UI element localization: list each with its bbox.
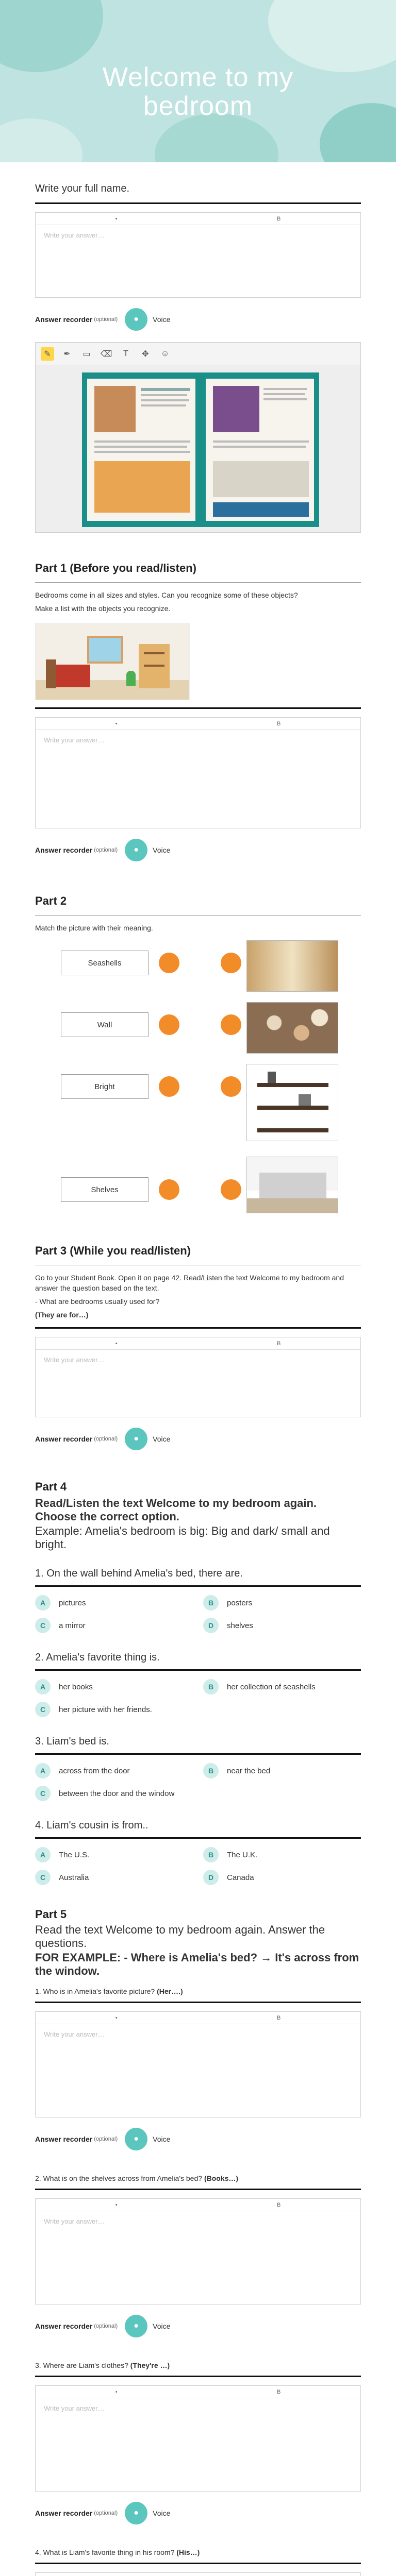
match-word[interactable]: Wall <box>61 1012 148 1037</box>
divider <box>35 582 361 583</box>
part5-q3-answer-box[interactable] <box>35 2385 361 2492</box>
answer-recorder: Answer recorder (optional) ● Voice <box>35 1428 361 1450</box>
microphone-icon[interactable]: ● <box>125 839 147 861</box>
part2-instruction: Match the picture with their meaning. <box>35 924 153 932</box>
microphone-icon[interactable]: ● <box>125 308 147 331</box>
part1-answer-box[interactable] <box>35 717 361 828</box>
choice-option[interactable]: A her books <box>35 1679 193 1694</box>
answer-input[interactable]: Write your answer… <box>44 231 105 239</box>
matching-exercise <box>35 940 361 1244</box>
divider <box>35 2563 361 2564</box>
answer-toolbar <box>36 2386 360 2398</box>
choice-option[interactable]: A pictures <box>35 1595 193 1611</box>
choice-option[interactable]: D shelves <box>203 1618 361 1633</box>
bullet-list-icon[interactable]: • <box>115 1340 118 1347</box>
part4-q4-options <box>35 1847 361 1885</box>
part1-heading: Part 1 (Before you read/listen) <box>35 562 196 574</box>
answer-recorder: Answer recorder (optional) ● Voice <box>35 308 361 331</box>
bold-icon[interactable]: B <box>276 215 281 222</box>
match-handle[interactable] <box>159 953 179 973</box>
bullet-list-icon[interactable]: • <box>115 2014 118 2021</box>
microphone-icon[interactable]: ● <box>125 2315 147 2337</box>
match-handle[interactable] <box>159 1076 179 1097</box>
match-word[interactable]: Shelves <box>61 1177 148 1202</box>
answer-input[interactable]: Write your answer… <box>44 736 105 744</box>
pencil-icon[interactable]: ✎ <box>41 347 54 361</box>
match-handle[interactable] <box>221 1014 241 1035</box>
part1-instruction-2: Make a list with the objects you recognize. <box>35 604 171 613</box>
bold-icon[interactable]: B <box>276 2014 281 2021</box>
bold-icon[interactable]: B <box>276 1340 281 1347</box>
answer-toolbar <box>36 2012 360 2024</box>
choice-option[interactable]: C between the door and the window <box>35 1786 193 1801</box>
part2-heading: Part 2 <box>35 894 67 907</box>
part3-heading: Part 3 (While you read/listen) <box>35 1244 191 1257</box>
part4-heading: Part 4 <box>35 1480 67 1493</box>
answer-toolbar <box>36 2199 360 2211</box>
part4-q1-options <box>35 1595 361 1633</box>
match-handle[interactable] <box>221 1179 241 1200</box>
part1-instruction: Bedrooms come in all sizes and styles. Can you recognize some of these objects? <box>35 591 298 599</box>
part5-q2-answer-box[interactable] <box>35 2198 361 2304</box>
answer-recorder: Answer recorder (optional) ● Voice <box>35 2502 361 2524</box>
divider <box>35 2002 361 2003</box>
bold-icon[interactable]: B <box>276 2201 281 2208</box>
part4-q1: 1. On the wall behind Amelia's bed, there are. <box>35 1568 243 1579</box>
part4-q2-options <box>35 1679 361 1717</box>
answer-toolbar <box>36 213 360 225</box>
match-handle[interactable] <box>221 953 241 973</box>
match-handle[interactable] <box>159 1014 179 1035</box>
choice-option[interactable]: B her collection of seashells <box>203 1679 361 1694</box>
book-left-page <box>87 379 195 521</box>
answer-recorder: Answer recorder (optional) ● Voice <box>35 2315 361 2337</box>
banner-shape <box>0 118 82 162</box>
book-right-page <box>206 379 314 521</box>
part5-q1-answer-box[interactable] <box>35 2011 361 2117</box>
bullet-list-icon[interactable]: • <box>115 2201 118 2208</box>
part5-q3: 3. Where are Liam's clothes? (They're …) <box>35 2361 170 2369</box>
choice-option[interactable]: C a mirror <box>35 1618 193 1633</box>
answer-toolbar <box>36 2573 360 2576</box>
choice-option[interactable]: B near the bed <box>203 1763 361 1778</box>
bold-icon[interactable]: B <box>276 2388 281 2395</box>
choice-option[interactable]: C her picture with her friends. <box>35 1702 193 1717</box>
reader-toolbar <box>36 343 360 365</box>
divider <box>35 1585 361 1587</box>
eraser-icon[interactable]: ⌫ <box>100 349 112 359</box>
divider <box>35 1327 361 1329</box>
choice-option[interactable]: A The U.S. <box>35 1847 193 1862</box>
part5-q2: 2. What is on the shelves across from Amelia's bed? (Books…) <box>35 2174 239 2182</box>
divider <box>35 2376 361 2377</box>
match-picture-bright <box>246 1157 338 1213</box>
move-icon[interactable]: ✥ <box>142 349 149 359</box>
highlighter-icon[interactable]: ▭ <box>82 349 91 359</box>
bold-icon[interactable]: B <box>276 720 281 727</box>
microphone-icon[interactable]: ● <box>125 2128 147 2150</box>
part3-answer-box[interactable] <box>35 1337 361 1417</box>
match-handle[interactable] <box>221 1076 241 1097</box>
answer-input[interactable]: Write your answer… <box>44 2030 105 2038</box>
answer-recorder: Answer recorder (optional) ● Voice <box>35 2128 361 2150</box>
part5-instruction: Read the text Welcome to my bedroom again. Answer the questions. <box>35 1923 325 1950</box>
match-picture-shelves <box>246 1064 338 1141</box>
match-word[interactable]: Seashells <box>61 951 148 975</box>
bullet-list-icon[interactable]: • <box>115 2388 118 2395</box>
part3-prompt: (They are for…) <box>35 1311 89 1319</box>
part3-question: - What are bedrooms usually used for? <box>35 1297 160 1306</box>
divider <box>35 1837 361 1839</box>
part5-q4-answer-box[interactable] <box>35 2572 361 2576</box>
answer-toolbar <box>36 718 360 730</box>
part5-heading: Part 5 <box>35 1908 67 1921</box>
answer-input[interactable]: Write your answer… <box>44 2217 105 2225</box>
part4-q3: 3. Liam's bed is. <box>35 1736 109 1747</box>
part4-instruction: Read/Listen the text Welcome to my bedroom again. Choose the correct option. <box>35 1497 317 1523</box>
divider <box>35 2189 361 2190</box>
sticker-icon[interactable]: ☺ <box>160 349 170 358</box>
choice-option[interactable]: A across from the door <box>35 1763 193 1778</box>
part4-q3-options <box>35 1763 361 1801</box>
book-page <box>82 372 319 527</box>
divider <box>35 707 361 709</box>
bedroom-illustration <box>35 623 190 700</box>
microphone-icon[interactable]: ● <box>125 2502 147 2524</box>
pen-icon[interactable]: ✒ <box>63 349 71 359</box>
choice-option[interactable]: C Australia <box>35 1870 193 1885</box>
part4-example: Example: Amelia's bedroom is big: Big and dark/ small and bright. <box>35 1524 330 1551</box>
bullet-list-icon[interactable]: • <box>115 215 118 222</box>
divider <box>35 1753 361 1755</box>
part5-q4: 4. What is Liam's favorite thing in his room? (His…) <box>35 2548 200 2556</box>
match-picture-seashells <box>246 1002 338 1054</box>
match-handle[interactable] <box>159 1179 179 1200</box>
choice-option[interactable]: B posters <box>203 1595 361 1611</box>
part4-q2: 2. Amelia's favorite thing is. <box>35 1652 160 1663</box>
student-book-reader <box>35 342 361 533</box>
answer-recorder: Answer recorder (optional) ● Voice <box>35 839 361 861</box>
match-picture-wall <box>246 940 338 992</box>
part5-q1: 1. Who is in Amelia's favorite picture? (Her….) <box>35 1987 183 1995</box>
banner-shape <box>268 0 396 72</box>
page-title: Welcome to my bedroom <box>102 62 294 121</box>
banner-shape <box>0 0 103 72</box>
answer-toolbar <box>36 1337 360 1350</box>
divider <box>35 915 361 916</box>
part5-example: FOR EXAMPLE: - Where is Amelia's bed? → It's across from the window. <box>35 1951 359 1977</box>
part4-q4: 4. Liam's cousin is from.. <box>35 1820 148 1831</box>
match-word[interactable]: Bright <box>61 1074 148 1099</box>
part3-instruction: Go to your Student Book. Open it on page 42. Read/Listen the text Welcome to my bedroom and answer the question based on the text. <box>35 1274 344 1292</box>
divider <box>35 202 361 204</box>
name-question: Write your full name. <box>35 183 130 194</box>
answer-input[interactable]: Write your answer… <box>44 2404 105 2412</box>
name-answer-box[interactable] <box>35 212 361 298</box>
choice-option[interactable]: D Canada <box>203 1870 361 1885</box>
bullet-list-icon[interactable]: • <box>115 720 118 727</box>
microphone-icon[interactable]: ● <box>125 1428 147 1450</box>
header-banner <box>0 0 396 162</box>
text-icon[interactable]: T <box>123 349 128 358</box>
answer-input[interactable]: Write your answer… <box>44 1356 105 1364</box>
divider <box>35 1669 361 1671</box>
choice-option[interactable]: B The U.K. <box>203 1847 361 1862</box>
